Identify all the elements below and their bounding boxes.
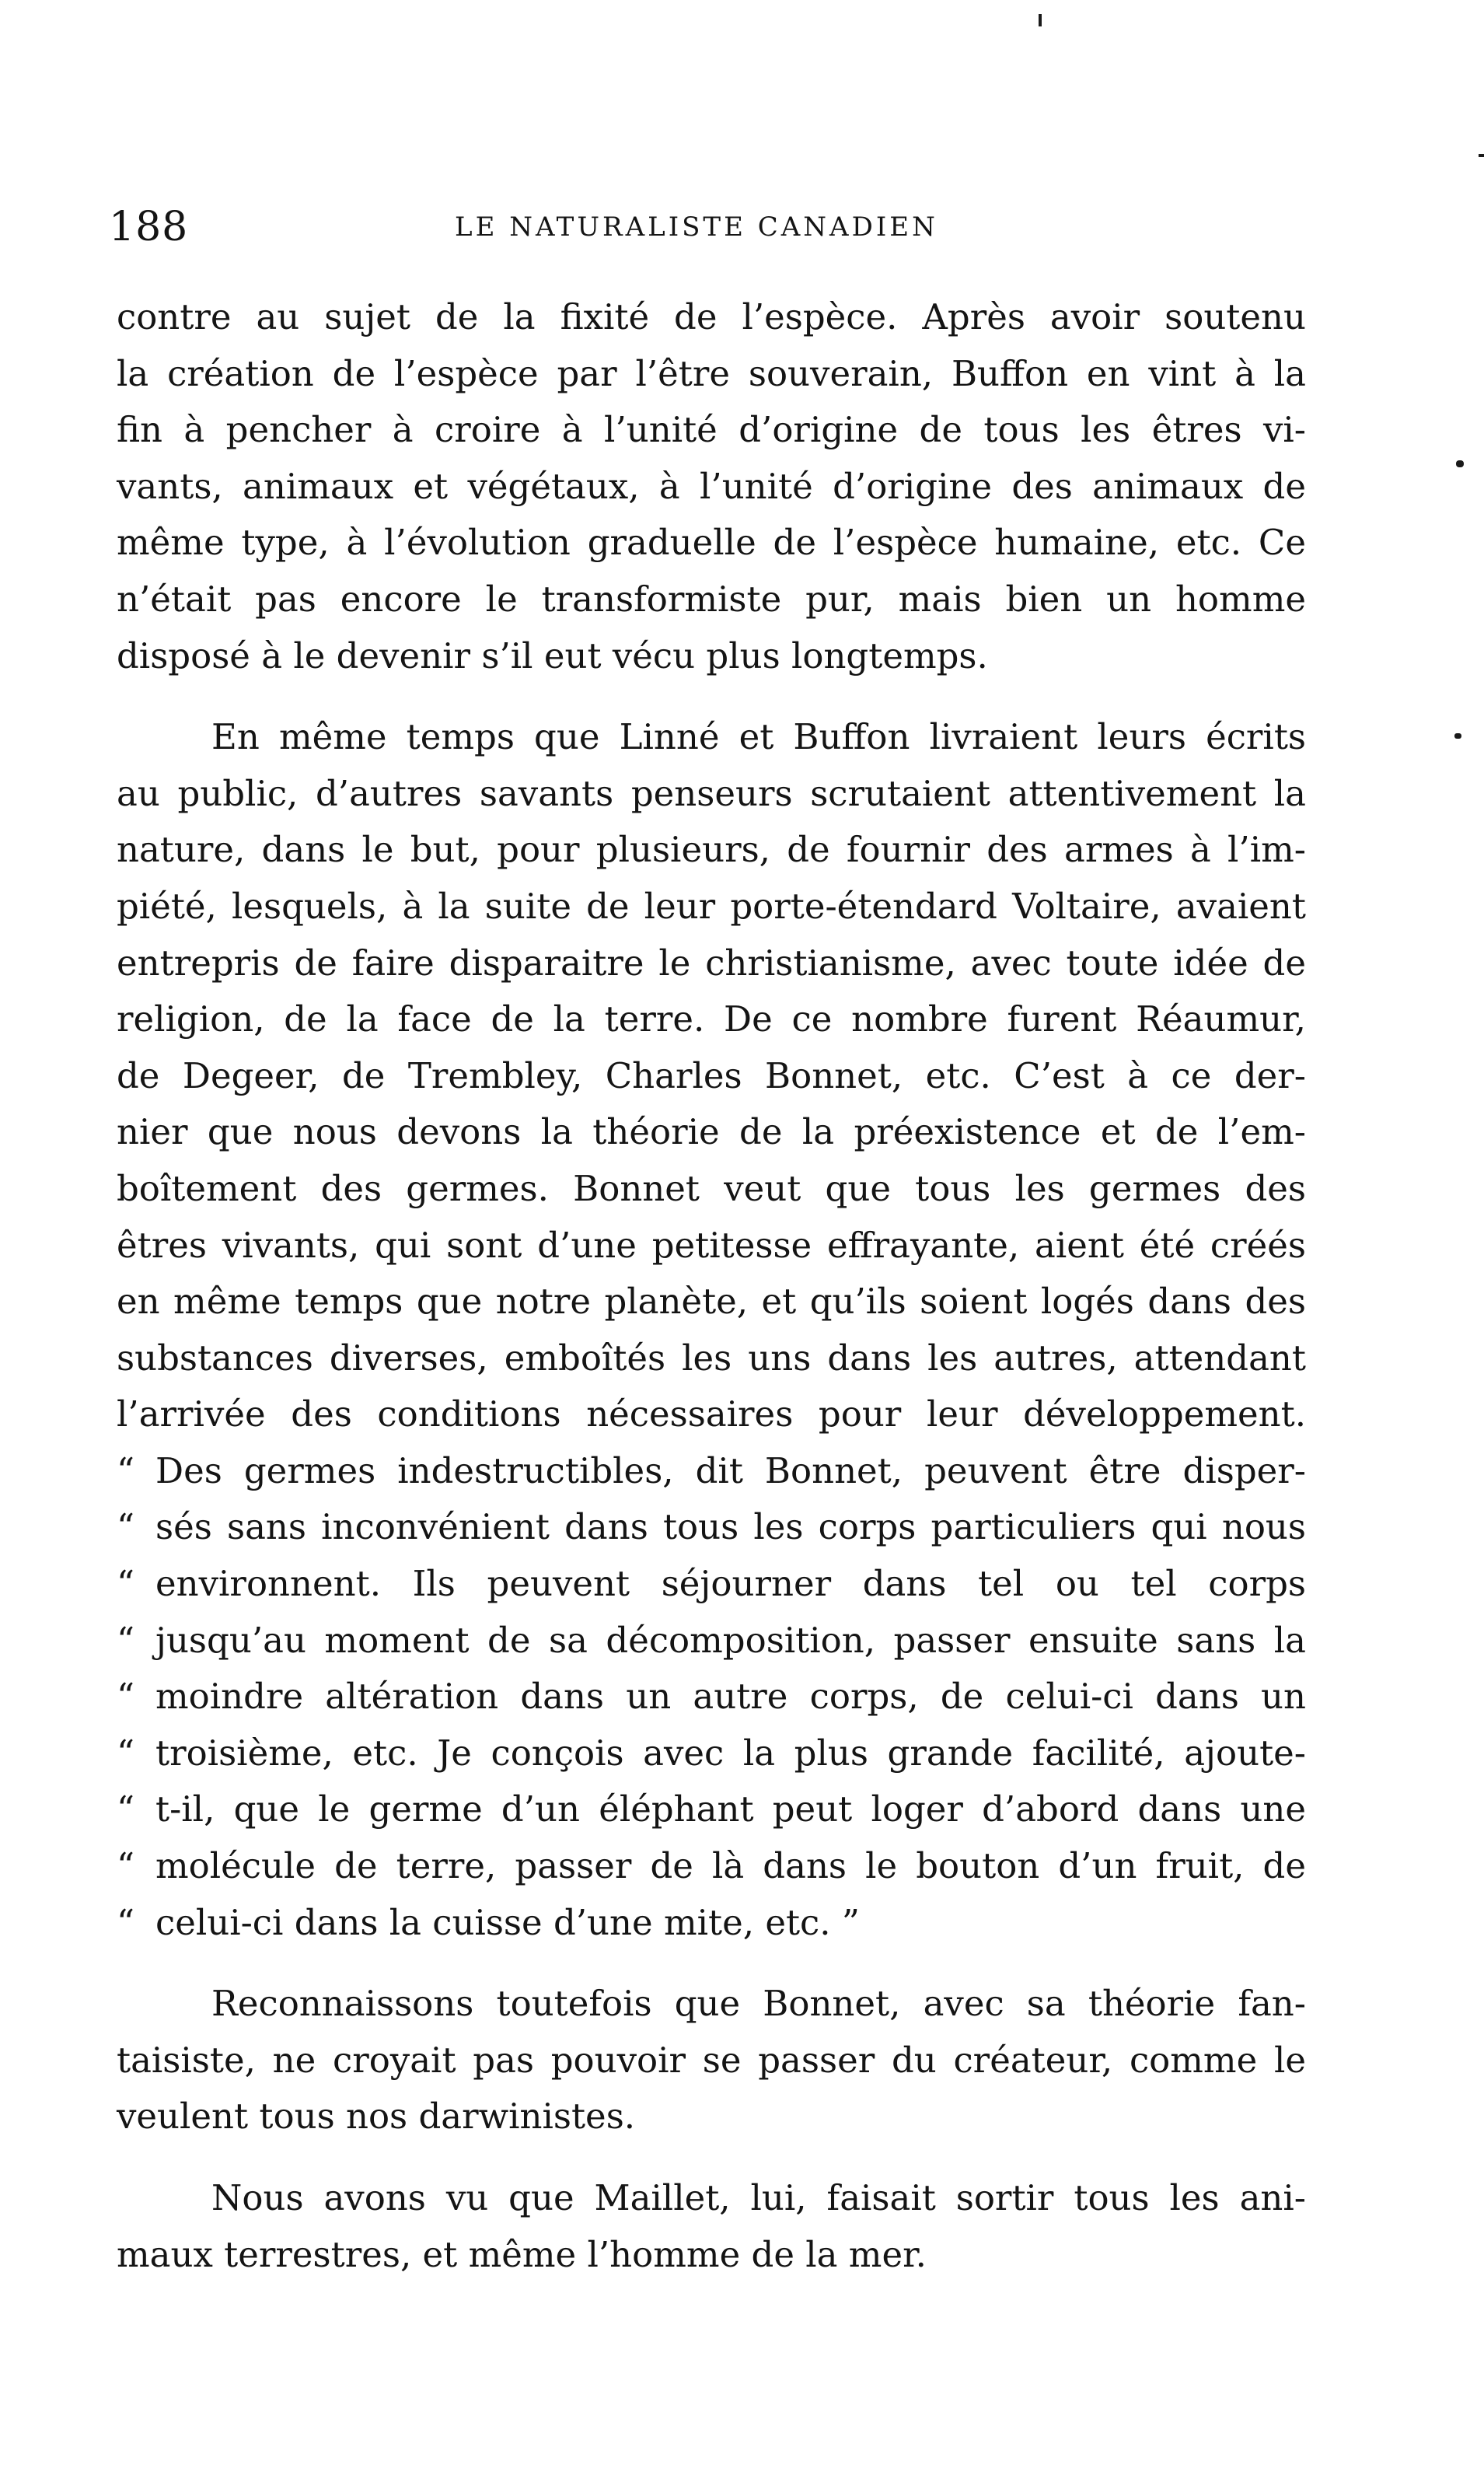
text-line: la création de l’espèce par l’être souverain, Buffon en vint à la [117, 352, 1306, 394]
quoted-line: “ molécule de terre, passer de là dans le bouton d’un fruit, de [117, 1838, 1306, 1895]
text-line: même type, à l’évolution graduelle de l’espèce humaine, etc. Ce [117, 522, 1306, 564]
text-line: contre au sujet de la fixité de l’espèce. Après avoir soutenu [117, 296, 1306, 337]
text-line: piété, lesquels, à la suite de leur porte-étendard Voltaire, avaient [117, 885, 1306, 927]
quoted-line: “ sés sans inconvénient dans tous les corps particuliers qui nous [117, 1499, 1306, 1556]
text-line: taisiste, ne croyait pas pouvoir se passer du créateur, comme le [117, 2039, 1306, 2081]
paragraph-4 [117, 2170, 1306, 2283]
body-text [117, 289, 1306, 2283]
text-line: Nous avons vu que Maillet, lui, faisait sortir tous les ani- [211, 2177, 1306, 2218]
quoted-line: “ t-il, que le germe d’un éléphant peut loger d’abord dans une [117, 1781, 1306, 1838]
paragraph-3 [117, 1976, 1306, 2145]
text-line: nier que nous devons la théorie de la préexistence et de l’em- [117, 1111, 1306, 1153]
text-line: fin à pencher à croire à l’unité d’origine de tous les êtres vi- [117, 409, 1306, 451]
text-line: boîtement des germes. Bonnet veut que tous les germes des [117, 1167, 1306, 1209]
text-line: religion, de la face de la terre. De ce nombre furent Réaumur, [117, 998, 1306, 1040]
text-line: substances diverses, emboîtés les uns dans les autres, attendant [117, 1337, 1306, 1379]
text-line: de Degeer, de Trembley, Charles Bonnet, etc. C’est à ce der- [117, 1054, 1306, 1096]
quoted-line: “ Des germes indestructibles, dit Bonnet, peuvent être disper- [117, 1443, 1306, 1500]
text-line: En même temps que Linné et Buffon livraient leurs écrits [211, 716, 1306, 758]
text-line: veulent tous nos darwinistes. [117, 2096, 636, 2138]
text-line: Reconnaissons toutefois que Bonnet, avec sa théorie fan- [211, 1983, 1306, 2025]
page-number: 188 [109, 204, 189, 250]
quoted-line: “ troisième, etc. Je conçois avec la plus grande facilité, ajoute- [117, 1725, 1306, 1782]
quoted-line: “ moindre altération dans un autre corps, de celui-ci dans un [117, 1669, 1306, 1725]
text-line: disposé à le devenir s’il eut vécu plus longtemps. [117, 634, 988, 676]
text-line: en même temps que notre planète, et qu’ils soient logés dans des [117, 1281, 1306, 1323]
scan-speck [1039, 14, 1042, 26]
text-line: nature, dans le but, pour plusieurs, de fournir des armes à l’im- [117, 829, 1306, 871]
running-head: LE NATURALISTE CANADIEN [455, 211, 938, 243]
text-line: vants, animaux et végétaux, à l’unité d’origine des animaux de [117, 465, 1306, 507]
scan-speck [1479, 154, 1484, 157]
scan-speck [1454, 733, 1461, 739]
text-line: maux terrestres, et même l’homme de la mer. [117, 2233, 927, 2275]
quoted-line: “ celui-ci dans la cuisse d’une mite, etc. ” [117, 1895, 1306, 1952]
text-line: n’était pas encore le transformiste pur, mais bien un homme [117, 578, 1306, 620]
text-line: l’arrivée des conditions nécessaires pour leur développement. [117, 1393, 1306, 1435]
paragraph-1 [117, 289, 1306, 684]
text-line: entrepris de faire disparaitre le christianisme, avec toute idée de [117, 942, 1306, 984]
quoted-line: “ environnent. Ils peuvent séjourner dans tel ou tel corps [117, 1556, 1306, 1613]
scan-speck [1456, 460, 1464, 467]
quoted-line: “ jusqu’au moment de sa décomposition, passer ensuite sans la [117, 1613, 1306, 1669]
paragraph-2 [117, 709, 1306, 1951]
text-line: au public, d’autres savants penseurs scrutaient attentivement la [117, 772, 1306, 814]
text-line: êtres vivants, qui sont d’une petitesse effrayante, aient été créés [117, 1224, 1306, 1266]
